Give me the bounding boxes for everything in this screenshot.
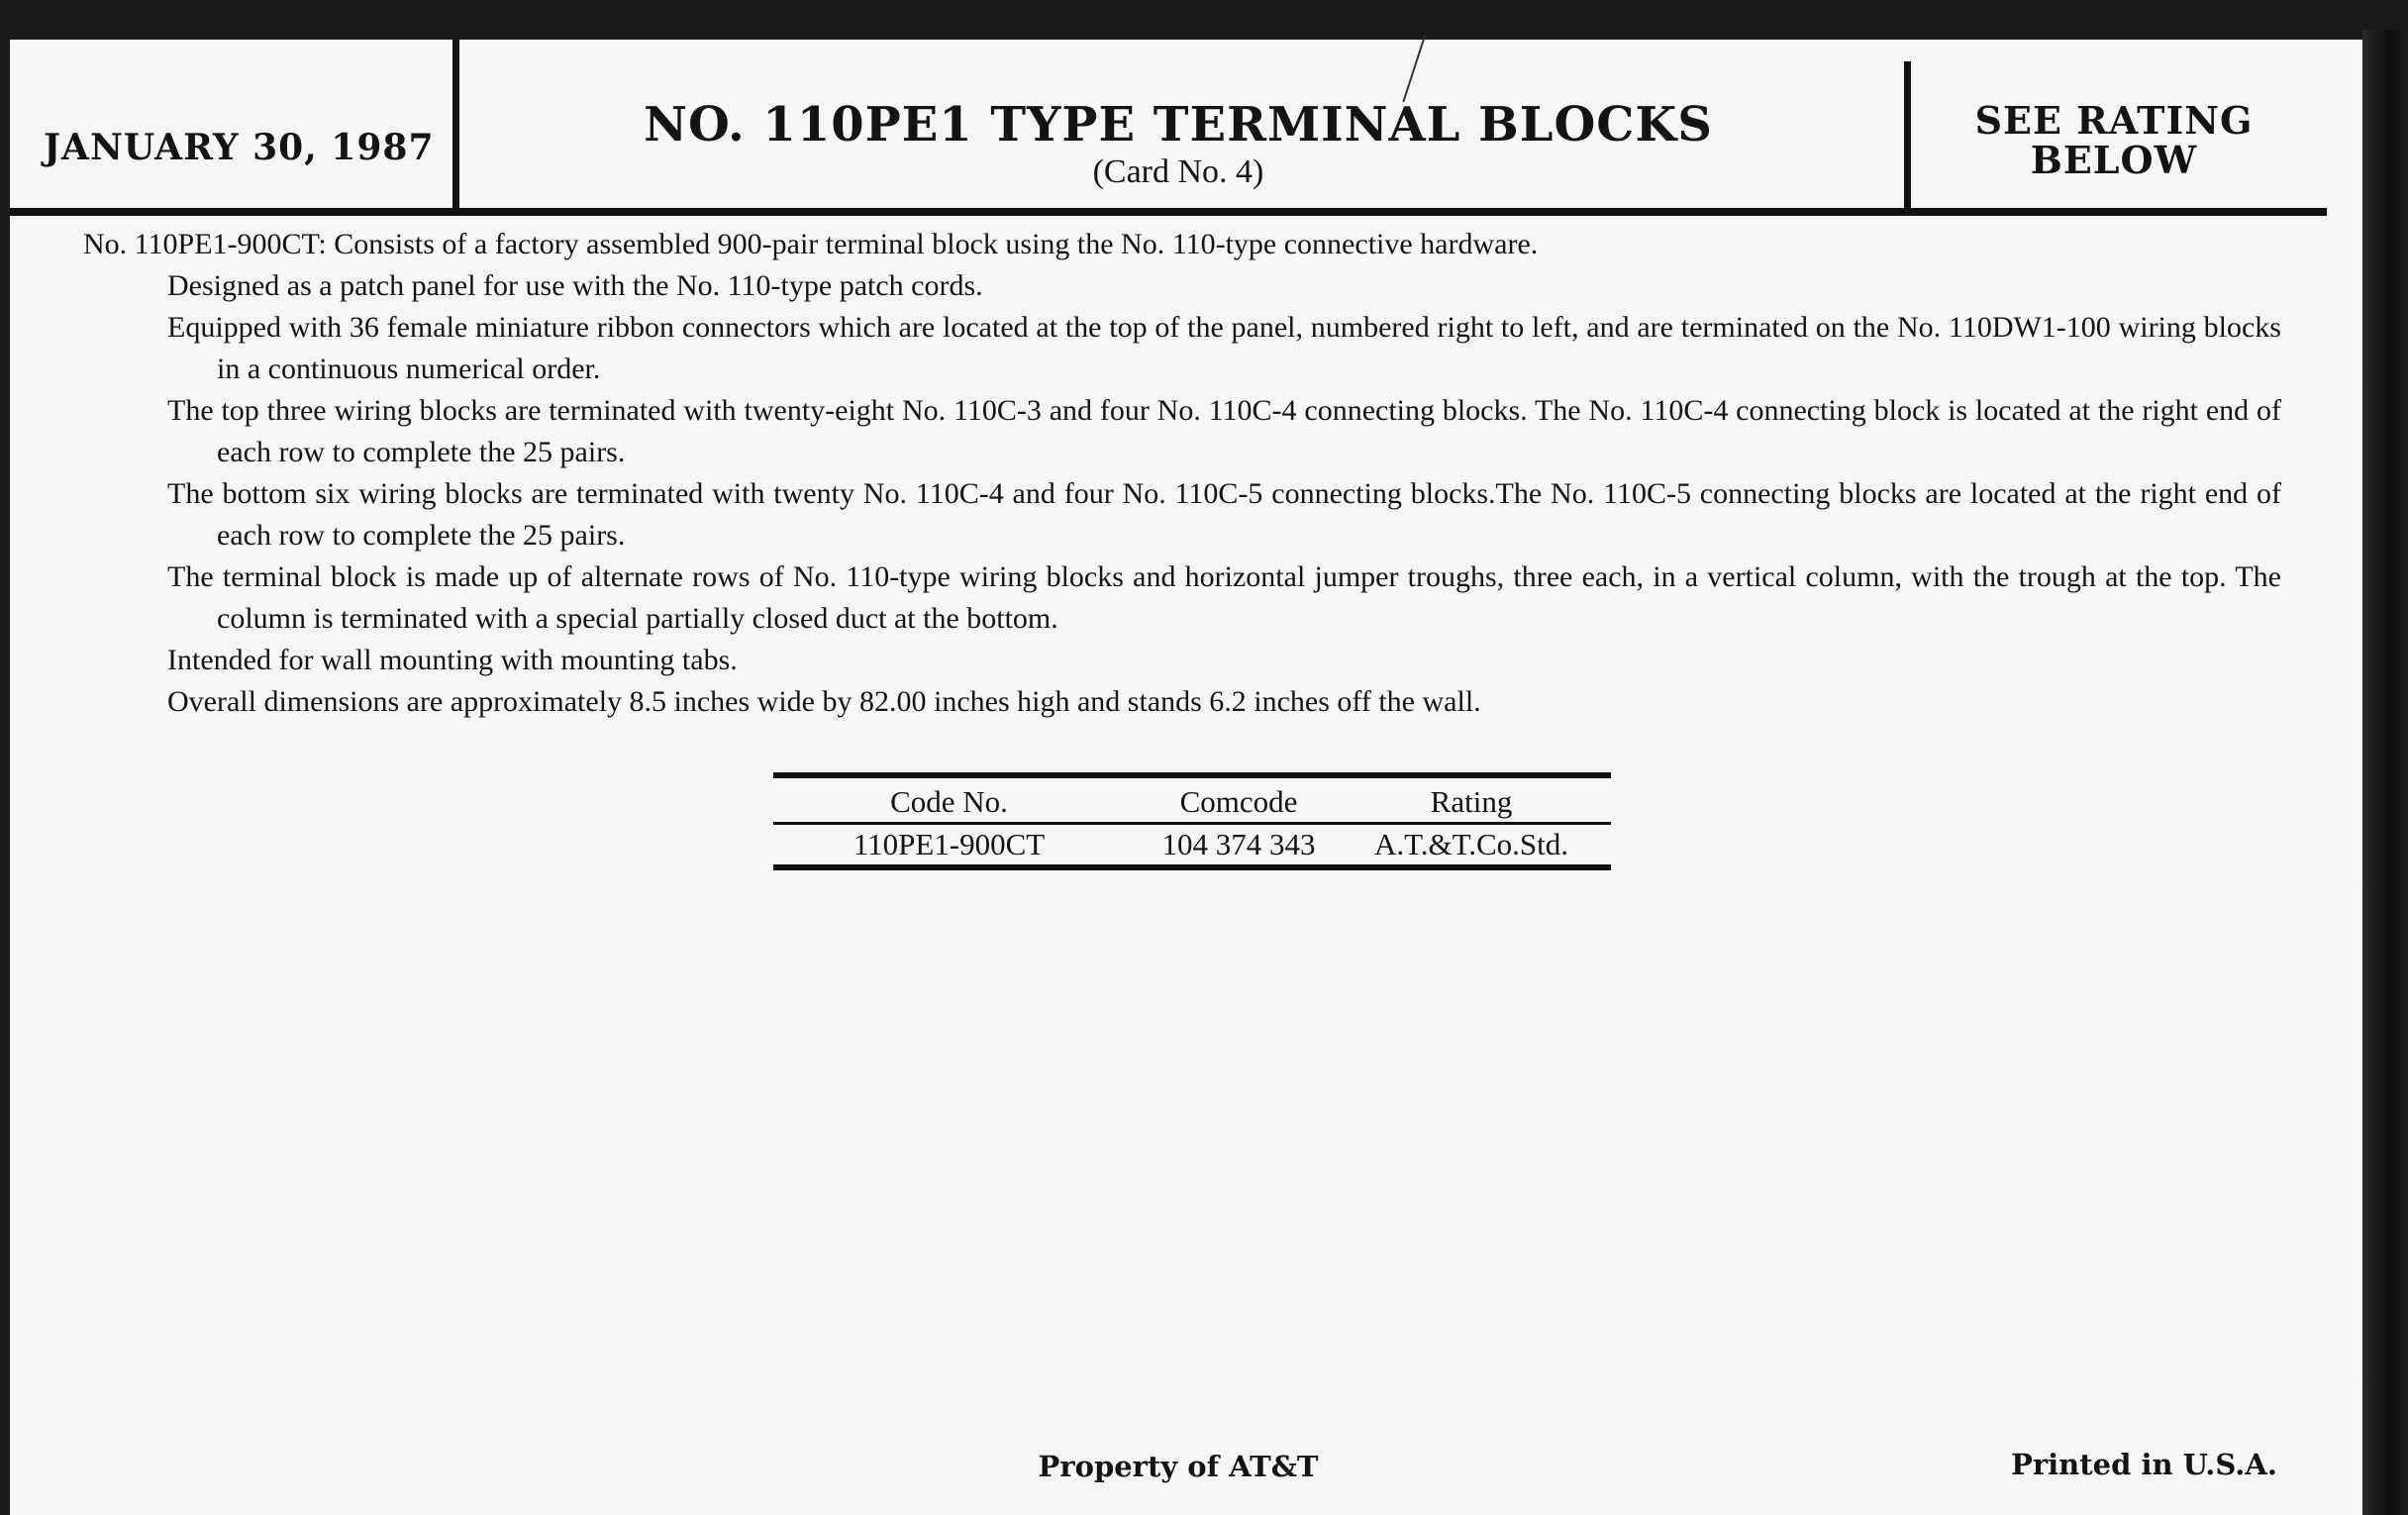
- description-paragraph: Equipped with 36 female miniature ribbon connectors which are located at the top of the panel, numbered right to left, and are terminated on the No. 110DW1-100 wiring blocks in a continuous numerical order.: [167, 311, 2281, 385]
- description-paragraph: Intended for wall mounting with mounting tabs.: [167, 644, 738, 676]
- description-paragraph: The terminal block is made up of alternate rows of No. 110-type wiring blocks and horizontal jumper troughs, three each, in a vertical column, with the trough at the top. The column is terminated with a special partially closed duct at the bottom.: [167, 560, 2281, 635]
- description-paragraph: Overall dimensions are approximately 8.5 inches wide by 82.00 inches high and stands 6.2 inches off the wall.: [167, 685, 1481, 718]
- header-rating: Rating: [1430, 784, 1513, 819]
- card-title: NO. 110PE1 TYPE TERMINAL BLOCKS: [644, 97, 1713, 152]
- header-code-no: Code No.: [890, 784, 1008, 819]
- rating-note-line2: BELOW: [2030, 138, 2198, 182]
- description-paragraph: The bottom six wiring blocks are terminated with twenty No. 110C-4 and four No. 110C-5 connecting blocks.The No. 110C-5 connecting blocks are located at the right end of each row to complete the 25 pairs.: [167, 477, 2281, 552]
- table-top-rule: [773, 772, 1611, 778]
- description-paragraph: The top three wiring blocks are terminated with twenty-eight No. 110C-3 and four No. 110C-4 connecting blocks. The No. 110C-4 connecting block is located at the right end of each row to complete the 25 pairs.: [167, 394, 2281, 468]
- table-bottom-rule: [773, 864, 1611, 870]
- card-subtitle: (Card No. 4): [1092, 153, 1264, 190]
- card-date: JANUARY 30, 1987: [44, 127, 435, 168]
- header-divider-left: [452, 40, 459, 214]
- cell-rating: A.T.&T.Co.Std.: [1373, 827, 1569, 861]
- description-body: [83, 224, 2281, 723]
- table-header-row: [773, 782, 1611, 822]
- header-divider-right: [1904, 61, 1911, 210]
- header-rule: [10, 208, 2327, 216]
- description-paragraph: Designed as a patch panel for use with the No. 110-type patch cords.: [167, 269, 983, 302]
- description-paragraph: No. 110PE1-900CT: Consists of a factory assembled 900-pair terminal block using the No. 110-type connective hardware.: [83, 228, 1539, 260]
- rating-note-line1: SEE RATING: [1974, 98, 2254, 143]
- header-comcode: Comcode: [1179, 784, 1298, 819]
- table-row: [773, 825, 1611, 864]
- cell-comcode: 104 374 343: [1161, 827, 1316, 861]
- cell-code-no: 110PE1-900CT: [853, 827, 1046, 861]
- rating-table: [773, 772, 1611, 870]
- rating-note: [1916, 98, 2312, 182]
- property-notice: Property of AT&T: [1038, 1450, 1319, 1483]
- scan-edge: [2362, 30, 2408, 1515]
- printed-notice: Printed in U.S.A.: [2011, 1448, 2277, 1481]
